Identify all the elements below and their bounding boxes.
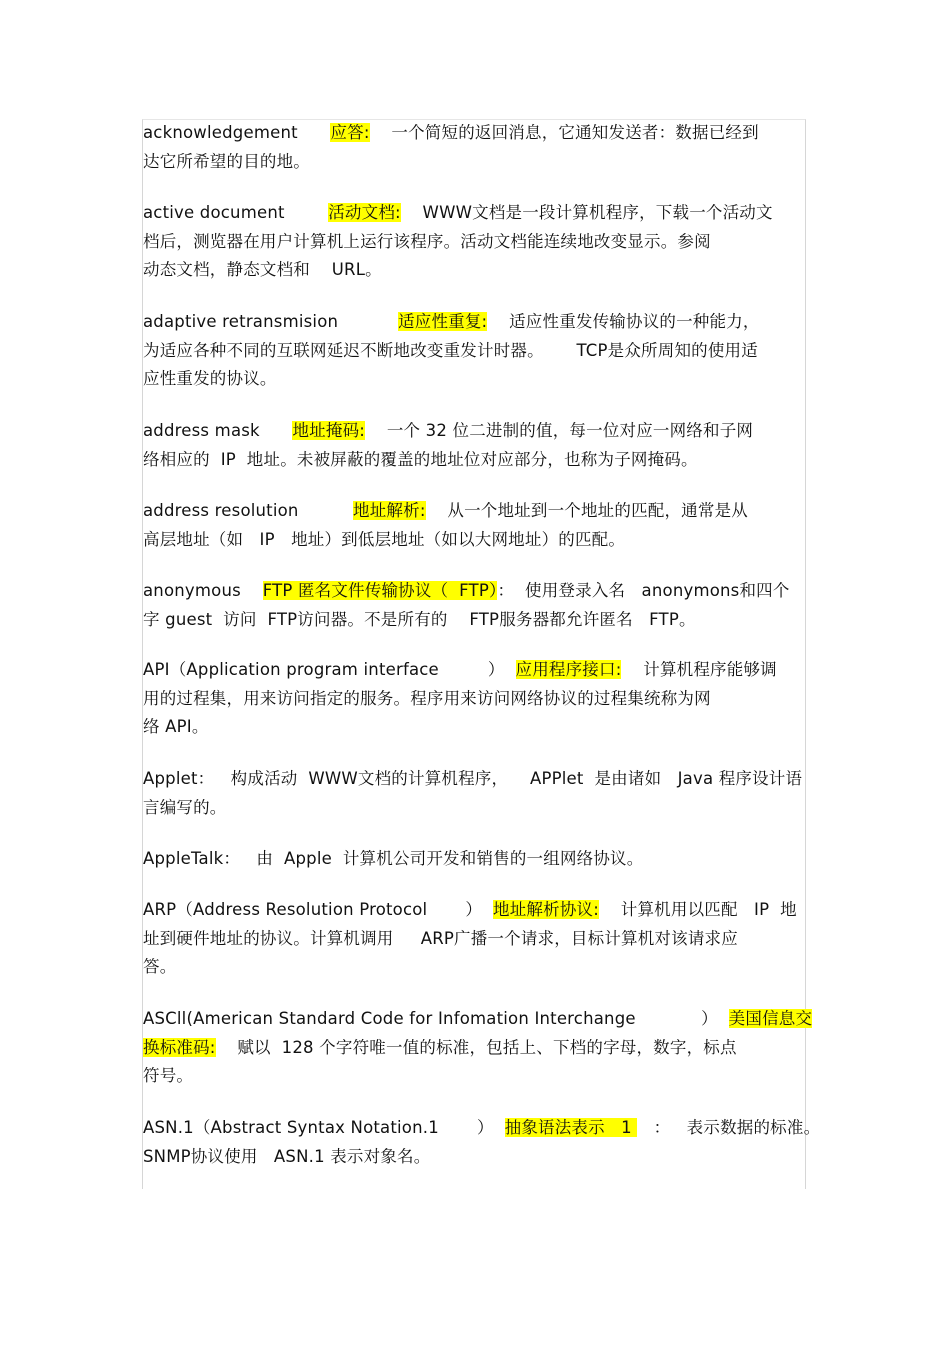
glossary-entry: [143, 417, 808, 474]
highlighted-term: 地址掩码:: [292, 421, 366, 440]
entry-text: 计算机程序能够调: [621, 660, 777, 679]
entry-line: [143, 308, 808, 337]
entry-text: ASCll(American Standard Code for Infomation Interchange ）: [143, 1009, 729, 1028]
entry-text: 计算机用以匹配 IP 地: [598, 900, 797, 919]
entry-text: SNMP协议使用 ASN.1 表示对象名。: [143, 1146, 431, 1166]
entry-text: adaptive retransmision: [143, 312, 399, 331]
entry-text: 档后，测览器在用户计算机上运行该程序。活动文档能连续地改变显示。参阅: [143, 231, 711, 251]
entry-line: [143, 365, 808, 394]
entry-text: 动态文档，静态文档和 URL。: [143, 260, 382, 279]
entry-line: [143, 497, 808, 526]
highlighted-term: 换标准码:: [143, 1037, 216, 1057]
entry-text: 达它所希望的目的地。: [143, 151, 310, 171]
entry-line: [143, 953, 808, 982]
glossary-entry: [143, 497, 808, 554]
entry-text: 一个简短的返回消息，它通知发送者：数据已经到: [369, 123, 759, 142]
entry-line: [143, 896, 808, 925]
glossary-entry: [143, 199, 808, 285]
entry-text: 符号。: [143, 1066, 194, 1085]
entry-line: [143, 228, 808, 257]
entry-line: [143, 794, 808, 823]
entry-line: [143, 446, 808, 475]
entry-text: anonymous: [143, 581, 263, 600]
entry-line: [143, 199, 808, 228]
entry-text: Applet： 构成活动 WWW文档的计算机程序， APPlet 是由诸如 Java 程序设计语: [143, 769, 803, 788]
glossary-entry: [143, 656, 808, 742]
entry-text: 一个 32 位二进制的值，每一位对应一网络和子网: [365, 421, 754, 440]
highlighted-term: 适应性重复:: [398, 312, 488, 331]
entry-text: 络相应的 IP 地址。未被屏蔽的覆盖的地址位对应部分，也称为子网掩码。: [143, 449, 698, 469]
glossary-entry: [143, 1114, 821, 1171]
glossary-entry: [143, 765, 808, 822]
glossary-entry: [143, 119, 808, 176]
entry-text: ： 使用登录入名 anonymons和四个: [497, 581, 790, 600]
entry-line: [143, 1005, 813, 1034]
entry-line: [143, 1062, 808, 1091]
entry-text: 赋以 128 个字符唯一值的标准，包括上、下档的字母，数字，标点: [215, 1037, 737, 1057]
highlighted-term: 抽象语法表示 1: [504, 1118, 638, 1137]
entry-line: [143, 925, 808, 954]
entry-text: acknowledgement: [143, 123, 331, 142]
entry-text: 络 API。: [143, 717, 209, 736]
entry-text: 字 guest 访问 FTP访问器。不是所有的 FTP服务器都允许匿名 FTP。: [143, 609, 696, 629]
entry-line: [143, 577, 808, 606]
entry-line: [143, 713, 808, 742]
entry-text: address mask: [143, 421, 293, 440]
entry-line: [143, 337, 808, 366]
highlighted-term: 地址解析:: [353, 501, 426, 520]
entry-text: 为适应各种不同的互联网延迟不断地改变重发计时器。 TCP是众所周知的使用适: [143, 340, 758, 360]
entry-line: [143, 606, 808, 635]
glossary-entry: [143, 308, 808, 394]
entry-line: [143, 765, 808, 794]
glossary-entry: [143, 896, 808, 982]
highlighted-term: 美国信息交: [728, 1009, 813, 1028]
entry-text: 址到硬件地址的协议。计算机调用 ARP广播一个请求，目标计算机对该请求应: [143, 928, 738, 948]
entry-text: active document: [143, 203, 329, 222]
entry-text: 适应性重发传输协议的一种能力，: [487, 312, 760, 331]
glossary-entry: [143, 577, 808, 634]
entry-line: [143, 417, 808, 446]
entry-text: 用的过程集，用来访问指定的服务。程序用来访问网络协议的过程集统称为网: [143, 688, 711, 708]
entry-text: address resolution: [143, 501, 354, 520]
entry-text: 言编写的。: [143, 797, 227, 817]
entry-line: [143, 256, 808, 285]
entry-text: WWW文档是一段计算机程序，下载一个活动文: [400, 203, 773, 222]
entry-line: [143, 1034, 808, 1063]
highlighted-term: 应答:: [330, 123, 370, 142]
entry-text: 高层地址（如 IP 地址）到低层地址（如以大网地址）的匹配。: [143, 529, 626, 549]
entry-text: 答。: [143, 957, 177, 976]
entry-line: [143, 148, 808, 177]
entry-line: [143, 656, 808, 685]
entry-line: [143, 526, 808, 555]
entry-line: [143, 685, 808, 714]
entry-text: 从一个地址到一个地址的匹配，通常是从: [425, 501, 748, 520]
entry-text: ： 表示数据的标准。: [637, 1118, 821, 1137]
entry-line: [143, 119, 808, 148]
entry-text: ARP（Address Resolution Protocol ）: [143, 900, 494, 919]
highlighted-term: 应用程序接口:: [515, 660, 622, 679]
entry-text: 应性重发的协议。: [143, 369, 277, 388]
entry-line: [143, 845, 808, 874]
glossary-entry: [143, 845, 808, 874]
glossary-entry: [143, 1005, 813, 1091]
highlighted-term: 活动文档:: [328, 203, 401, 222]
entry-text: API（Application program interface ）: [143, 660, 516, 679]
entry-text: ASN.1（Abstract Syntax Notation.1 ）: [143, 1118, 505, 1137]
highlighted-term: 地址解析协议:: [493, 900, 599, 919]
entry-text: AppleTalk： 由 Apple 计算机公司开发和销售的一组网络协议。: [143, 849, 644, 868]
highlighted-term: FTP 匿名文件传输协议（ FTP）: [262, 581, 498, 600]
entry-line: [143, 1114, 821, 1143]
entry-line: [143, 1143, 808, 1172]
